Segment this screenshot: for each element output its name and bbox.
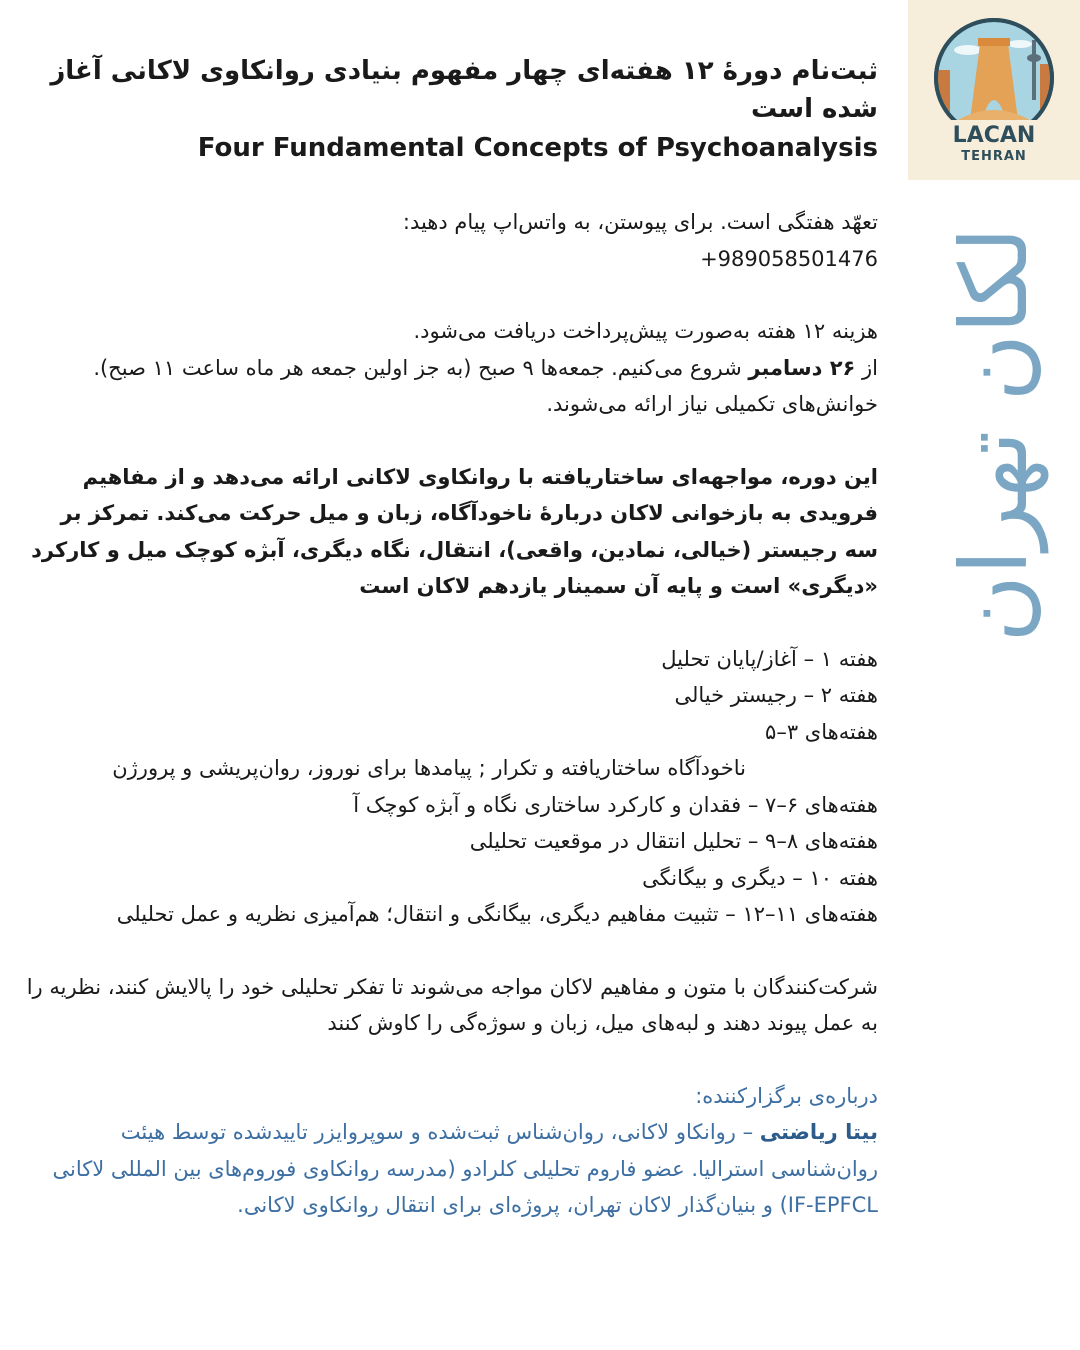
page-title: ثبت‌نام دورهٔ ۱۲ هفته‌ای چهار مفهوم بنیادی روانکاوی لاکانی آغاز شده است	[50, 56, 878, 124]
week-item: هفته‌های ۶–۷ – فقدان و کارکرد ساختاری نگاه و آبژه کوچک آ	[353, 792, 878, 817]
side-title	[915, 195, 1075, 675]
fee-line: هزینه ۱۲ هفته به‌صورت پیش‌پرداخت دریافت می‌شود.	[413, 319, 878, 343]
whatsapp-phone[interactable]: +989058501476	[700, 246, 878, 271]
organizer-bio	[22, 1114, 878, 1224]
outcome-paragraph: شرکت‌کنندگان با متون و مفاهیم لاکان مواجه می‌شوند تا تفکر تحلیلی خود را پالایش کنند، نظریه را به عمل پیوند دهند و لبه‌های میل، زبان و سوژه‌گی را کاوش کنند	[26, 974, 878, 1035]
week-item-detail: ناخودآگاه ساختاریافته و تکرار ; پیامدها برای نوروز، روان‌پریشی و پرورژن	[112, 756, 746, 780]
course-description: این دوره، مواجهه‌ای ساختاریافته با روانکاوی لاکانی ارائه می‌دهد و از مفاهیم فرویدی به بازخوانی لاکان دربارهٔ ناخودآگاه، زبان و میل حرکت می‌کند. تمرکز بر سه رجیستر (خیالی، نمادین، واقعی)، انتقال، نگاه دیگری، آبژه کوچک میل و کارکرد «دیگری» است و پایه آن سمینار یازدهم لاکان است	[31, 464, 878, 598]
page-title-en: Four Fundamental Concepts of Psychoanalysis	[197, 133, 878, 163]
week-item: هفته ۲ – رجیستر خیالی	[674, 683, 878, 707]
lacan-tehran-logo	[908, 0, 1080, 180]
organizer-bio-text: – روانکاو لاکانی، روان‌شناس ثبت‌شده و سوپروایزر تاییدشده توسط هیئت روان‌شناسی استرالیا. عضو فاروم تحلیلی کلرادو (مدرسه روانکاوی فوروم‌های بین المللی لاکانی IF-EPFCL) و بنیان‌گذار لاکان تهران، پروژه‌ای برای انتقال روانکاوی لاکانی.	[52, 1120, 878, 1217]
start-prefix: از	[862, 355, 878, 380]
main-content	[22, 52, 878, 1224]
organizer-section	[22, 1078, 878, 1224]
logo-line2: TEHRAN	[961, 149, 1027, 164]
week-item: هفته‌های ۱۱–۱۲ – تثبیت مفاهیم دیگری، بیگانگی و انتقال؛ هم‌آمیزی نظریه و عمل تحلیلی	[116, 902, 878, 926]
logo-line1: LACAN	[952, 123, 1036, 148]
week-item: هفته‌های ۸–۹ – تحلیل انتقال در موقعیت تحلیلی	[469, 829, 878, 853]
week-item: هفته ۱۰ – دیگری و بیگانگی	[642, 865, 878, 890]
logo-panel	[908, 0, 1080, 180]
contact-line: تعهّد هفتگی است. برای پیوستن، به واتس‌اپ پیام دهید:	[402, 210, 878, 234]
schedule-rest: شروع می‌کنیم. جمعه‌ها ۹ صبح (به جز اولین جمعه هر ماه ساعت ۱۱ صبح). خوانش‌های تکمیلی نیاز ارائه می‌شوند.	[93, 355, 878, 416]
organizer-name: بیتا ریاضتی	[759, 1120, 878, 1144]
start-date: ۲۶ دسامبر	[748, 355, 856, 380]
week-item: هفته ۱ – آغاز/پایان تحلیل	[661, 646, 878, 671]
side-title-text: لکان تهران	[941, 227, 1048, 643]
schedule-line	[22, 350, 878, 423]
week-item: هفته‌های ۳–۵	[765, 719, 878, 744]
organizer-heading: درباره‌ی برگزارکننده:	[695, 1083, 878, 1108]
